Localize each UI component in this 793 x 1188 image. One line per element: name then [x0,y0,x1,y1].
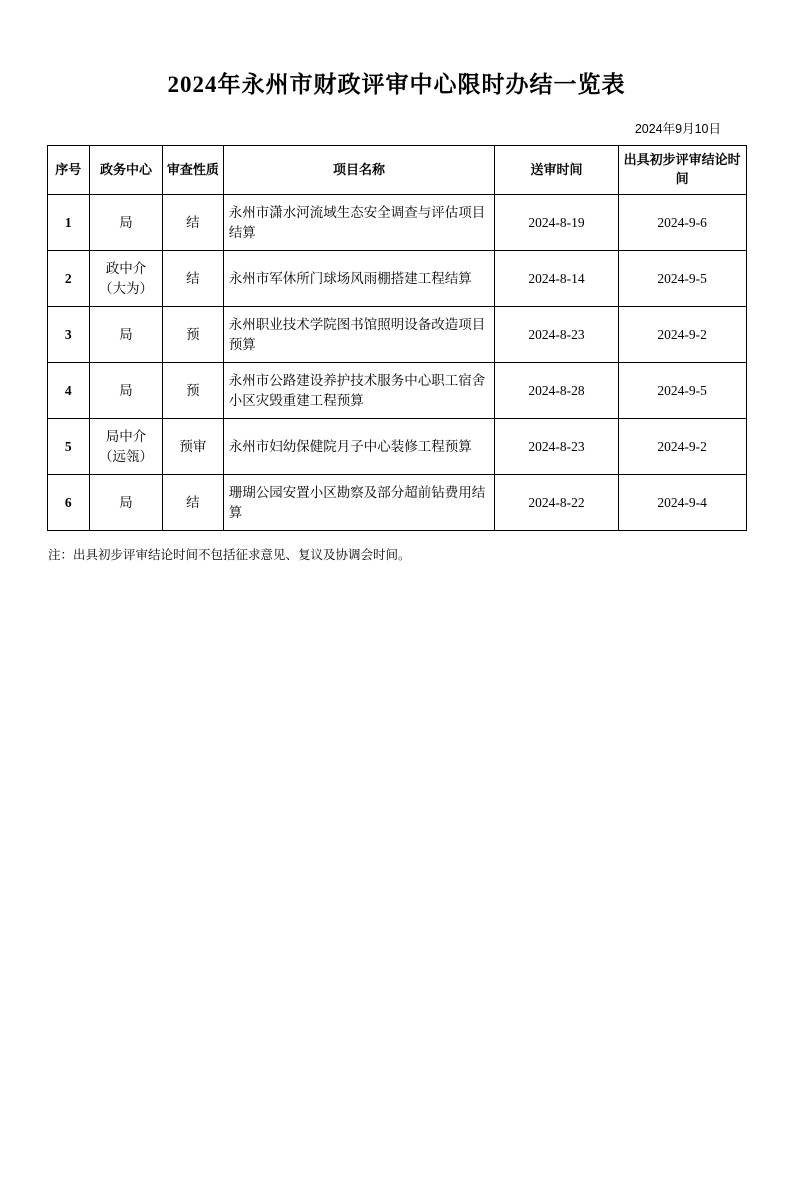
cell-project-name: 珊瑚公园安置小区勘察及部分超前钻费用结算 [223,475,494,531]
document-page [0,66,793,1188]
cell-center: 局 [90,195,163,251]
column-header-type: 审查性质 [162,146,223,195]
cell-submit-time: 2024-8-28 [495,363,619,419]
column-header-name: 项目名称 [223,146,494,195]
table-row [47,307,746,363]
page-title: 2024年永州市财政评审中心限时办结一览表 [167,72,626,97]
table-body [47,195,746,531]
cell-project-name: 永州职业技术学院图书馆照明设备改造项目预算 [223,307,494,363]
cell-conclude-time: 2024-9-6 [618,195,746,251]
table-row [47,475,746,531]
column-header-conclude-time: 出具初步评审结论时间 [618,146,746,195]
cell-submit-time: 2024-8-23 [495,419,619,475]
footnote: 注：出具初步评审结论时间不包括征求意见、复议及协调会时间。 [48,548,411,562]
cell-index: 3 [47,307,90,363]
table-header-row [47,146,746,195]
cell-conclude-time: 2024-9-4 [618,475,746,531]
cell-conclude-time: 2024-9-2 [618,419,746,475]
cell-index: 6 [47,475,90,531]
cell-type: 预 [162,363,223,419]
column-header-index: 序号 [47,146,90,195]
cell-index: 5 [47,419,90,475]
document-date: 2024年9月10日 [634,122,721,136]
cell-conclude-time: 2024-9-5 [618,251,746,307]
cell-type: 结 [162,475,223,531]
table-row [47,195,746,251]
cell-submit-time: 2024-8-14 [495,251,619,307]
cell-submit-time: 2024-8-23 [495,307,619,363]
deadline-summary-table [47,145,747,531]
cell-type: 预 [162,307,223,363]
cell-index: 4 [47,363,90,419]
table-header [47,146,746,195]
cell-submit-time: 2024-8-19 [495,195,619,251]
cell-project-name: 永州市妇幼保健院月子中心装修工程预算 [223,419,494,475]
table-row [47,251,746,307]
cell-project-name: 永州市公路建设养护技术服务中心职工宿舍小区灾毁重建工程预算 [223,363,494,419]
cell-index: 2 [47,251,90,307]
cell-submit-time: 2024-8-22 [495,475,619,531]
cell-center: 局 [90,475,163,531]
cell-type: 结 [162,251,223,307]
cell-project-name: 永州市潇水河流域生态安全调查与评估项目结算 [223,195,494,251]
column-header-center: 政务中心 [90,146,163,195]
cell-project-name: 永州市军休所门球场风雨棚搭建工程结算 [223,251,494,307]
table-row [47,419,746,475]
cell-type: 预审 [162,419,223,475]
cell-center: 局中介（远瓴） [90,419,163,475]
cell-conclude-time: 2024-9-5 [618,363,746,419]
cell-center: 政中介（大为） [90,251,163,307]
cell-center: 局 [90,363,163,419]
table-row [47,363,746,419]
cell-conclude-time: 2024-9-2 [618,307,746,363]
column-header-submit-time: 送审时间 [495,146,619,195]
cell-type: 结 [162,195,223,251]
cell-index: 1 [47,195,90,251]
cell-center: 局 [90,307,163,363]
